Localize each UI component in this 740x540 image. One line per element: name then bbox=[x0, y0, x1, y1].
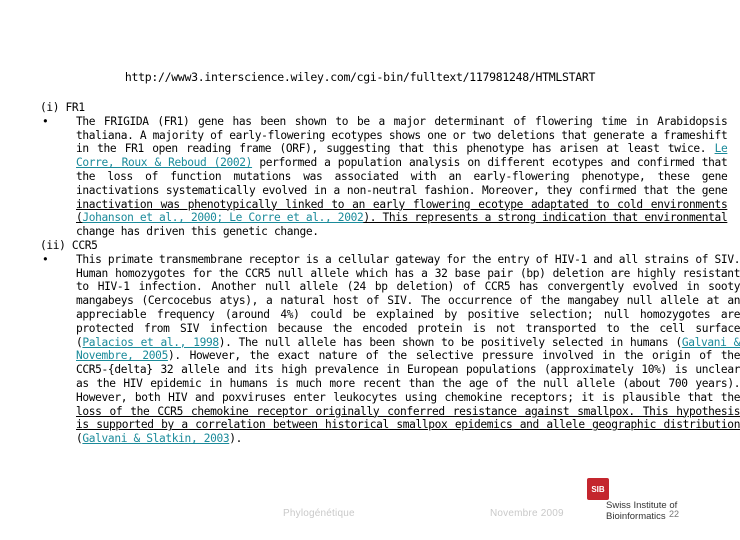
text-line: However, both HIV and poxviruses enter leukocytes using chemokine receptors; it is plausible that the bbox=[76, 390, 740, 404]
text-line: protected from SIV infection because the encoded protein is not transported to the cell surface bbox=[76, 321, 740, 335]
text-line: Human homozygotes for the CCR5 null allele which has a 32 base pair (bp) deletion are highly resistant bbox=[76, 266, 740, 280]
text-line: as the HIV epidemic in humans is much more recent than the age of the null allele (about 700 years). bbox=[76, 376, 740, 390]
text-line: the loss of function mutations was associated with an early-flowering phenotype, these gene bbox=[76, 169, 728, 183]
document-body bbox=[40, 101, 740, 446]
text-line: The FRIGIDA (FR1) gene has been shown to be a major determinant of flowering time in Arabidopsis bbox=[76, 114, 728, 128]
text-line: mangabeys (Cercocebus atys), a natural host of SIV. The occurrence of the mangabey null allele at an bbox=[76, 294, 740, 308]
citation-link[interactable]: Corre, Roux & Reboud (2002) bbox=[76, 156, 253, 170]
list-item-fr1 bbox=[40, 114, 728, 239]
text-line: CCR5-{delta} 32 allele and its high prevalence in European populations (approximately 10%) is unclear bbox=[76, 363, 740, 377]
paragraph-ccr5 bbox=[76, 253, 740, 446]
text-line: Corre, Roux & Reboud (2002) performed a population analysis on different ecotypes and confirmed that bbox=[76, 156, 728, 170]
citation-link[interactable]: Galvani & bbox=[681, 335, 740, 349]
text-line: inactivations systematically evolved in a non-neutral fashion. Moreover, they confirmed that the gene bbox=[76, 183, 728, 197]
section-heading-ccr5: (ii) CCR5 bbox=[40, 238, 98, 252]
logo-line: Swiss Institute of bbox=[606, 500, 678, 511]
text-line: (Johanson et al., 2000; Le Corre et al., 2002). This represents a strong indication that environmental bbox=[76, 211, 728, 225]
text-line: loss of the CCR5 chemokine receptor originally conferred resistance against smallpox. This hypothesis bbox=[76, 404, 740, 418]
text-line: in the FR1 open reading frame (ORF), suggesting that this phenotype has arisen at least twice. Le bbox=[76, 142, 728, 156]
citation-link[interactable]: Johanson et al., 2000; Le Corre et al., 2002 bbox=[82, 211, 364, 225]
citation-link[interactable]: Palacios et al., 1998 bbox=[82, 335, 219, 349]
text-line: (Galvani & Slatkin, 2003). bbox=[76, 432, 243, 446]
text-line: change has driven this genetic change. bbox=[76, 225, 319, 239]
bullet-icon: • bbox=[42, 114, 49, 128]
citation-link[interactable]: Novembre, 2005 bbox=[76, 349, 168, 363]
text-line: thaliana. A majority of early-flowering ecotypes shows one or two deletions that generate a frameshift bbox=[76, 128, 728, 142]
section-heading-fr1: (i) FR1 bbox=[40, 101, 85, 114]
citation-link[interactable]: Le bbox=[714, 142, 728, 156]
footer-date: Novembre 2009 bbox=[490, 508, 564, 519]
page-number: 22 bbox=[669, 509, 680, 519]
institute-logo-text bbox=[606, 500, 680, 522]
text-line: (Palacios et al., 1998). The null allele has been shown to be positively selected in humans (Galvani & bbox=[76, 335, 740, 349]
text-line: This primate transmembrane receptor is a cellular gateway for the entry of HIV-1 and all strains of SIV. bbox=[76, 252, 740, 266]
text-line: appreciable frequency (around 4%) could be explained by positive selection; null homozygotes are bbox=[76, 307, 740, 321]
footer-course-title: Phylogénétique bbox=[283, 508, 355, 519]
list-item-ccr5 bbox=[40, 252, 740, 446]
text-line: inactivation was phenotypically linked to an early flowering ecotype adaptated to cold environments bbox=[76, 197, 728, 211]
paragraph-fr1 bbox=[76, 115, 727, 239]
source-url[interactable]: http://www3.interscience.wiley.com/cgi-bin/fulltext/117981248/HTMLSTART bbox=[124, 70, 596, 84]
text-line: Novembre, 2005). However, the exact nature of the selective pressure involved in the origin of the bbox=[76, 349, 740, 363]
sib-logo-icon: SIB bbox=[587, 478, 609, 500]
text-line: to HIV-1 infection. Another null allele (24 bp deletion) of CCR5 has convergently evolved in sooty bbox=[76, 280, 740, 294]
text-line: is supported by a correlation between historical smallpox epidemics and allele geographic distribution bbox=[76, 418, 740, 432]
bullet-icon: • bbox=[42, 252, 49, 266]
citation-link[interactable]: Galvani & Slatkin, 2003 bbox=[82, 432, 230, 446]
logo-line: Bioinformatics bbox=[606, 511, 666, 522]
